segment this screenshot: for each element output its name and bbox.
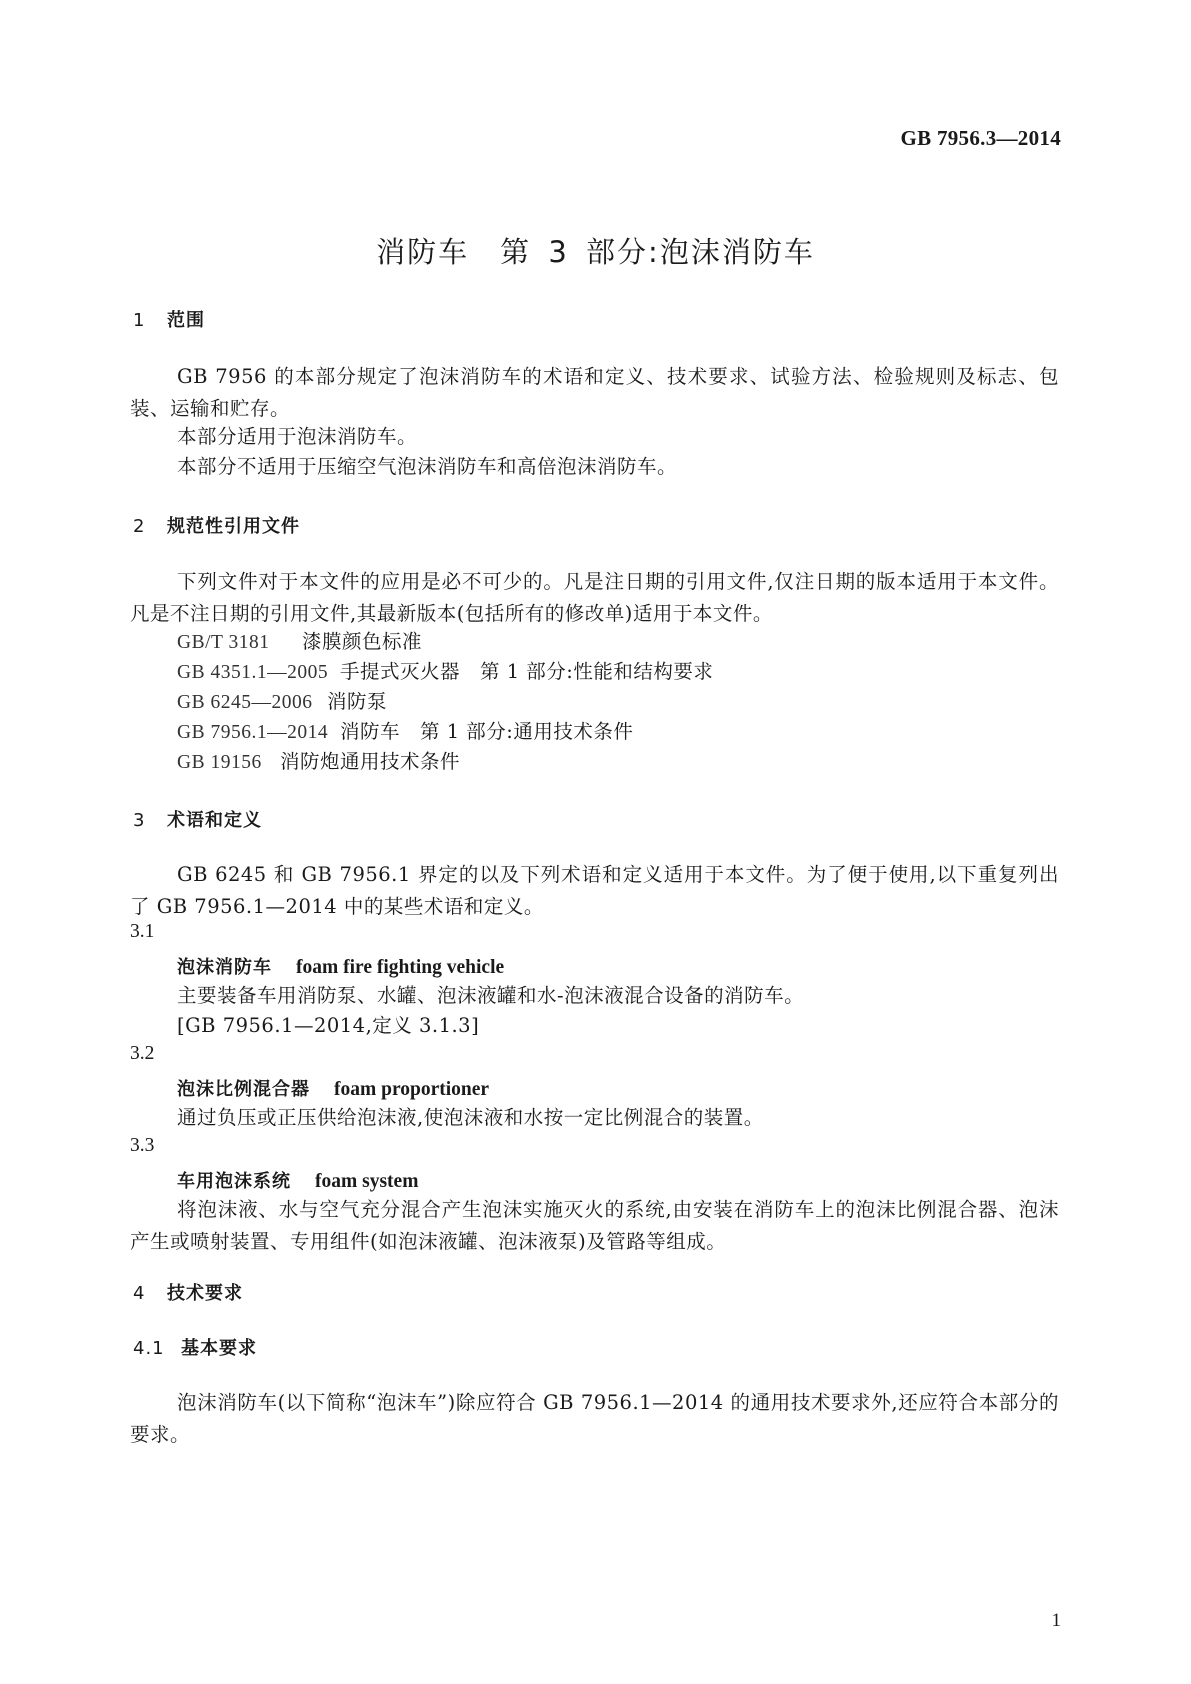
reference-code: GB 19156 <box>177 752 262 773</box>
normative-paragraph: 下列文件对于本文件的应用是必不可少的。凡是注日期的引用文件,仅注日期的版本适用于本文件。凡是不注日期的引用文件,其最新版本(包括所有的修改单)适用于本文件。 <box>130 570 1059 625</box>
scope-paragraph-1: GB 7956 的本部分规定了泡沫消防车的术语和定义、技术要求、试验方法、检验规则及标志、包装、运输和贮存。 <box>130 365 1059 420</box>
section-title: 范围 <box>167 310 205 331</box>
term-title <box>177 953 504 979</box>
reference-name: 消防泵 <box>327 690 388 713</box>
reference-item <box>177 626 422 659</box>
standard-number: GB 7956.3—2014 <box>900 126 1061 150</box>
section-heading-normative <box>133 512 300 538</box>
term-source: [GB 7956.1—2014,定义 3.1.3] <box>177 1014 480 1037</box>
reference-code: GB 7956.1—2014 <box>177 722 329 743</box>
term-number: 3.2 <box>130 1043 155 1064</box>
section-number: 2 <box>133 516 146 537</box>
section-title: 技术要求 <box>167 1283 243 1304</box>
term-number: 3.3 <box>130 1135 155 1156</box>
subsection-title: 基本要求 <box>181 1338 257 1359</box>
reference-name: 手提式灭火器 第 1 部分:性能和结构要求 <box>340 660 714 683</box>
document-title: 消防车 第 3 部分:泡沫消防车 <box>376 235 815 269</box>
term-name-zh: 车用泡沫系统 <box>177 1171 291 1192</box>
reference-name: 消防炮通用技术条件 <box>280 750 461 773</box>
reference-item <box>177 746 460 779</box>
term-name-zh: 泡沫比例混合器 <box>177 1079 310 1100</box>
term-title <box>177 1075 489 1101</box>
reference-code: GB 4351.1—2005 <box>177 662 329 683</box>
reference-item <box>177 686 387 719</box>
section-heading-tech <box>133 1279 243 1305</box>
term-title <box>177 1167 418 1193</box>
scope-paragraph-3: 本部分不适用于压缩空气泡沫消防车和高倍泡沫消防车。 <box>177 455 678 478</box>
term-name-en: foam system <box>315 1171 419 1192</box>
reference-item <box>177 656 713 689</box>
section-heading-scope <box>133 306 205 332</box>
tech-paragraph: 泡沫消防车(以下简称“泡沫车”)除应符合 GB 7956.1—2014 的通用技术要求外,还应符合本部分的要求。 <box>130 1391 1059 1446</box>
reference-item <box>177 716 633 749</box>
reference-name: 漆膜颜色标准 <box>302 630 423 653</box>
scope-paragraph-2: 本部分适用于泡沫消防车。 <box>177 425 418 448</box>
section-number: 1 <box>133 310 146 331</box>
term-name-en: foam proportioner <box>334 1079 490 1100</box>
reference-code: GB/T 3181 <box>177 632 270 653</box>
reference-code: GB 6245—2006 <box>177 692 313 713</box>
term-definition: 将泡沫液、水与空气充分混合产生泡沫实施灭火的系统,由安装在消防车上的泡沫比例混合器、泡沫产生或喷射装置、专用组件(如泡沫液罐、泡沫液泵)及管路等组成。 <box>130 1198 1059 1253</box>
term-definition: 通过负压或正压供给泡沫液,使泡沫液和水按一定比例混合的装置。 <box>177 1106 764 1129</box>
section-number: 4 <box>133 1283 146 1304</box>
term-name-en: foam fire fighting vehicle <box>296 957 505 978</box>
section-number: 3 <box>133 810 146 831</box>
terms-paragraph: GB 6245 和 GB 7956.1 界定的以及下列术语和定义适用于本文件。为了便于使用,以下重复列出了 GB 7956.1—2014 中的某些术语和定义。 <box>130 863 1059 918</box>
term-name-zh: 泡沫消防车 <box>177 957 272 978</box>
reference-name: 消防车 第 1 部分:通用技术条件 <box>340 720 634 743</box>
subsection-number: 4.1 <box>133 1338 165 1359</box>
term-number: 3.1 <box>130 921 155 942</box>
term-definition: 主要装备车用消防泵、水罐、泡沫液罐和水-泡沫液混合设备的消防车。 <box>177 984 805 1007</box>
section-title: 术语和定义 <box>167 810 262 831</box>
section-heading-terms <box>133 806 262 832</box>
section-title: 规范性引用文件 <box>167 516 300 537</box>
subsection-heading-basic <box>133 1334 257 1360</box>
page-number: 1 <box>1051 1610 1061 1631</box>
